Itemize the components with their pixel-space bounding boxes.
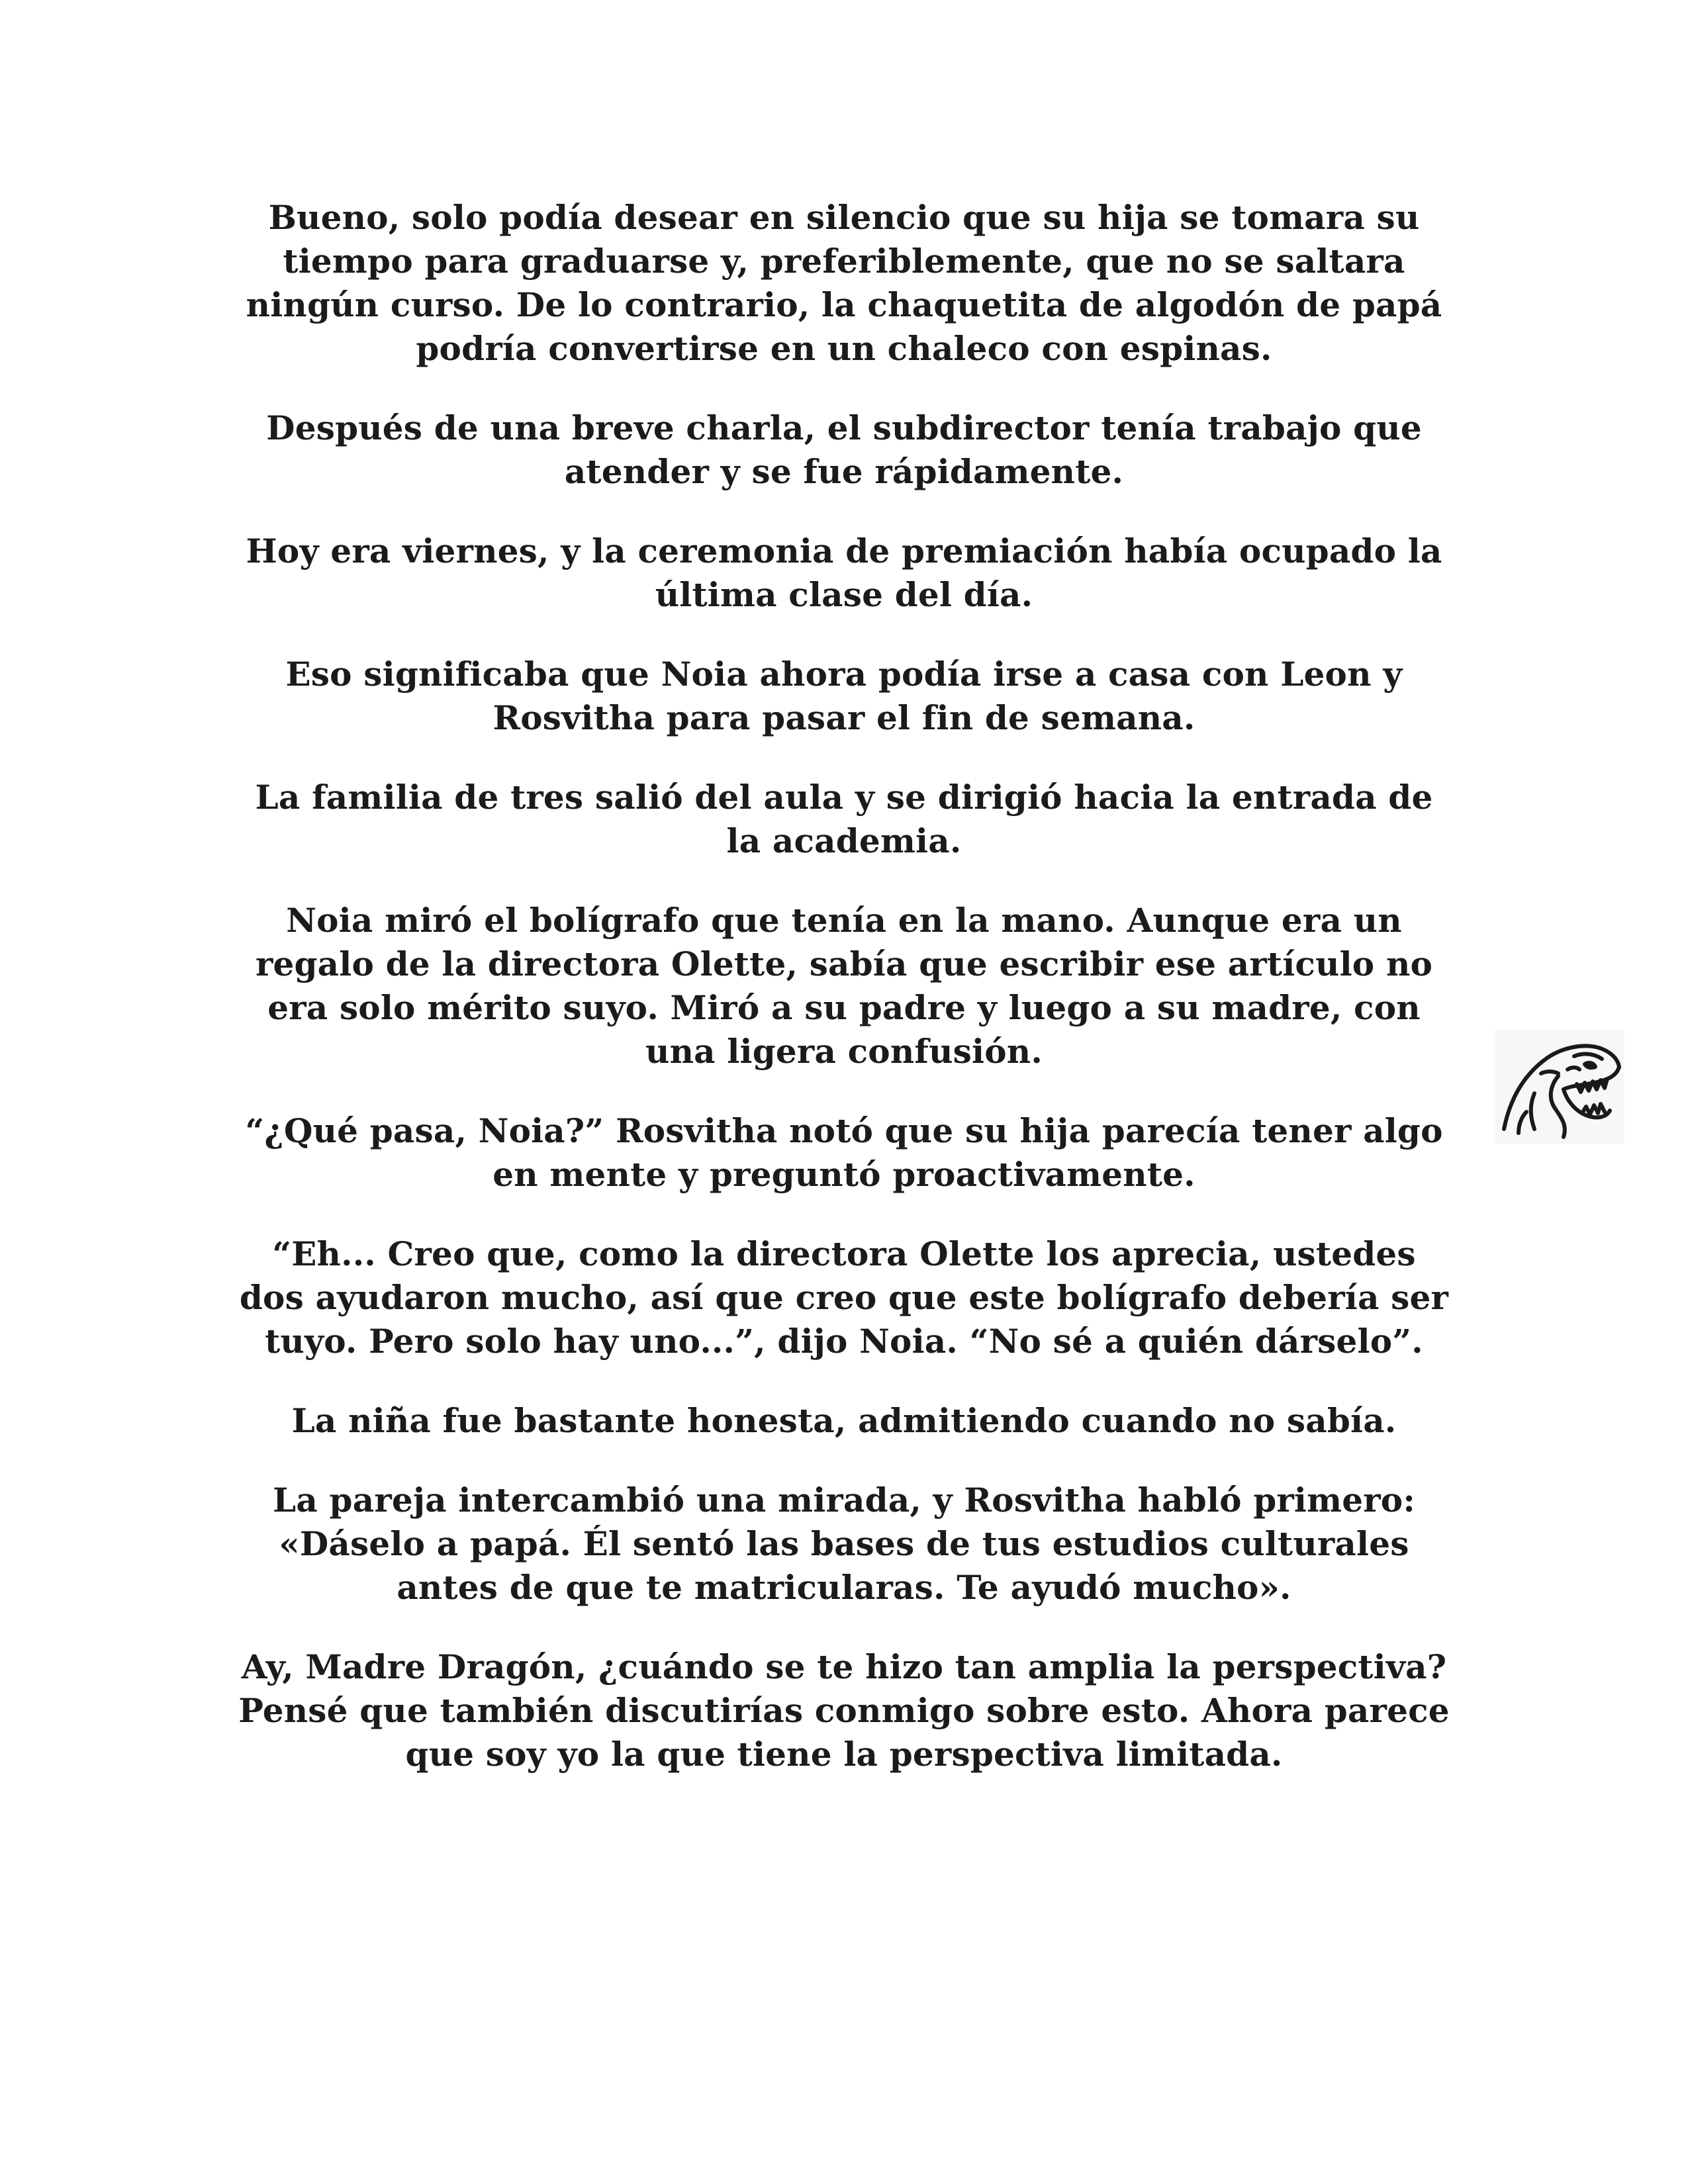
paragraph: Después de una breve charla, el subdirector tenía trabajo que atender y se fue rápidamente. [266, 408, 1422, 491]
paragraph: Eso significaba que Noia ahora podía irse a casa con Leon y Rosvitha para pasar el fin de semana. [285, 655, 1403, 737]
paragraph: “¿Qué pasa, Noia?” Rosvitha notó que su hija parecía tener algo en mente y preguntó proactivamente. [245, 1111, 1443, 1194]
paragraph: Bueno, solo podía desear en silencio que su hija se tomara su tiempo para graduarse y, preferiblemente, que no se saltara ningún curso. De lo contrario, la chaquetita de algodón de papá podría convertirse en un chaleco con espinas. [246, 198, 1442, 368]
story-text [235, 196, 1453, 1812]
paragraph: La niña fue bastante honesta, admitiendo cuando no sabía. [291, 1401, 1397, 1440]
dinosaur-head-icon [1495, 1030, 1624, 1144]
paragraph: Hoy era viernes, y la ceremonia de premiación había ocupado la última clase del día. [246, 531, 1442, 614]
paragraph: La familia de tres salió del aula y se dirigió hacia la entrada de la academia. [255, 778, 1433, 860]
paragraph: Noia miró el bolígrafo que tenía en la mano. Aunque era un regalo de la directora Olette, sabía que escribir ese artículo no era solo mérito suyo. Miró a su padre y luego a su madre, con una ligera confusión. [255, 901, 1433, 1071]
paragraph: La pareja intercambió una mirada, y Rosvitha habló primero: «Dáselo a papá. Él sentó las bases de tus estudios culturales antes de que te matricularas. Te ayudó mucho». [273, 1480, 1415, 1607]
paragraph: Ay, Madre Dragón, ¿cuándo se te hizo tan amplia la perspectiva? Pensé que también discutirías conmigo sobre esto. Ahora parece que soy yo la que tiene la perspectiva limitada. [238, 1647, 1450, 1774]
paragraph: “Eh... Creo que, como la directora Olette los aprecia, ustedes dos ayudaron mucho, así que creo que este bolígrafo debería ser tuyo. Pero solo hay uno...”, dijo Noia. “No sé a quién dárselo”. [239, 1234, 1449, 1361]
